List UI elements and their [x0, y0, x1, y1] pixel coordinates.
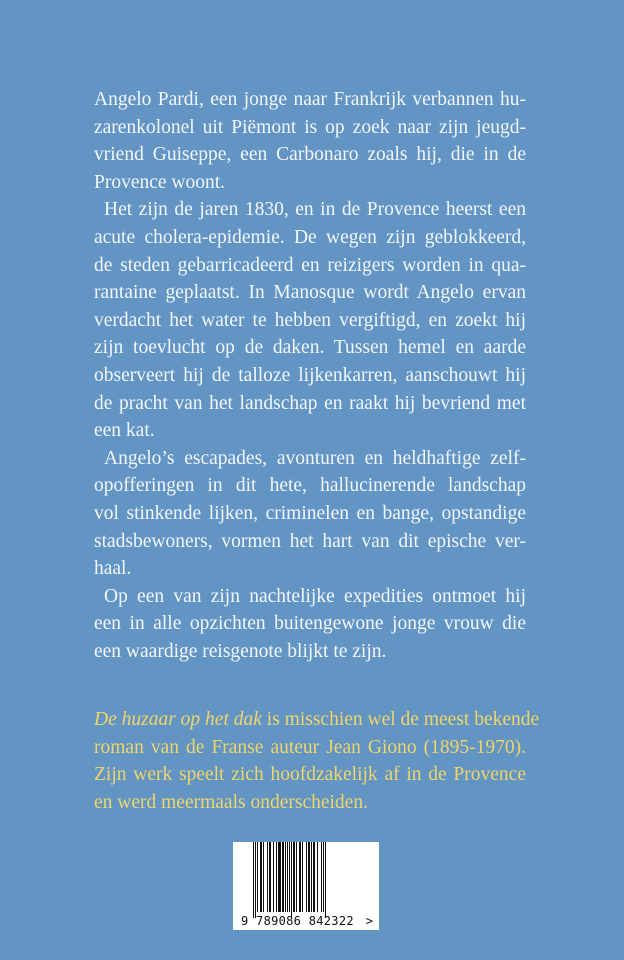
text-line: [94, 706, 540, 734]
blurb-paragraph-4: [94, 583, 526, 666]
text-line: Provence woont.: [94, 171, 226, 193]
text-line: Zijn werk speelt zich hoofdzakelijk af in de Provence: [94, 764, 526, 786]
text-line: Op een van zijn nachtelijke expedities ontmoet hij: [104, 585, 526, 607]
text-line: zijn toevlucht op de daken. Tussen hemel en aarde: [94, 337, 526, 359]
text-line: roman van de Franse auteur Jean Giono (1895-1970).: [94, 736, 526, 758]
text-line: acute cholera-epidemie. De wegen zijn geblokkeerd,: [94, 226, 526, 248]
text-line: Het zijn de jaren 1830, en in de Provence heerst een: [104, 199, 526, 221]
quiet-zone-marker: >: [365, 914, 373, 928]
barcode-bars: [253, 842, 365, 912]
isbn-barcode: [233, 842, 379, 930]
text-line: een in alle opzichten buitengewone jonge vrouw die: [94, 613, 526, 635]
text-line: haal.: [94, 558, 132, 580]
text-line: de steden gebarricadeerd en reizigers worden in qua-: [94, 254, 526, 276]
text-line: vriend Guiseppe, een Carbonaro zoals hij, die in de: [94, 144, 526, 166]
text-line: verdacht het water te hebben vergiftigd, en zoekt hij: [94, 309, 526, 331]
text-line: een kat.: [94, 420, 155, 442]
blurb-paragraph-2: [94, 196, 526, 444]
author-note: [94, 706, 540, 816]
text-line: en werd meermaals onderscheiden.: [94, 791, 368, 813]
text-line: stadsbewoners, vormen het hart van dit epische ver-: [94, 530, 526, 552]
text-line: Angelo Pardi, een jonge naar Frankrijk verbannen hu-: [94, 89, 526, 110]
blurb-paragraph-1: [94, 86, 526, 196]
text-line: observeert hij de talloze lijkenkarren, aanschouwt hij: [94, 364, 526, 386]
text-line: Angelo’s escapades, avonturen en heldhaftige zelf-: [104, 447, 526, 469]
text-line: een waardige reisgenote blijkt te zijn.: [94, 640, 387, 662]
blurb-text: [94, 86, 526, 665]
text-line: zarenkolonel uit Piëmont is op zoek naar zijn jeugd-: [94, 116, 526, 138]
book-title: De huzaar op het dak: [94, 709, 262, 730]
blurb-paragraph-3: [94, 445, 526, 583]
text-line: rantaine geplaatst. In Manosque wordt Angelo ervan: [94, 282, 526, 304]
isbn-number: 9 789086 842322: [241, 914, 354, 928]
text-line: opofferingen in dit hete, hallucinerende landschap: [94, 475, 526, 497]
text-fragment: is misschien wel de meest bekende: [261, 709, 540, 730]
text-line: de pracht van het landschap en raakt hij bevriend met: [94, 392, 526, 414]
text-line: vol stinkende lijken, criminelen en bange, opstandige: [94, 502, 526, 524]
